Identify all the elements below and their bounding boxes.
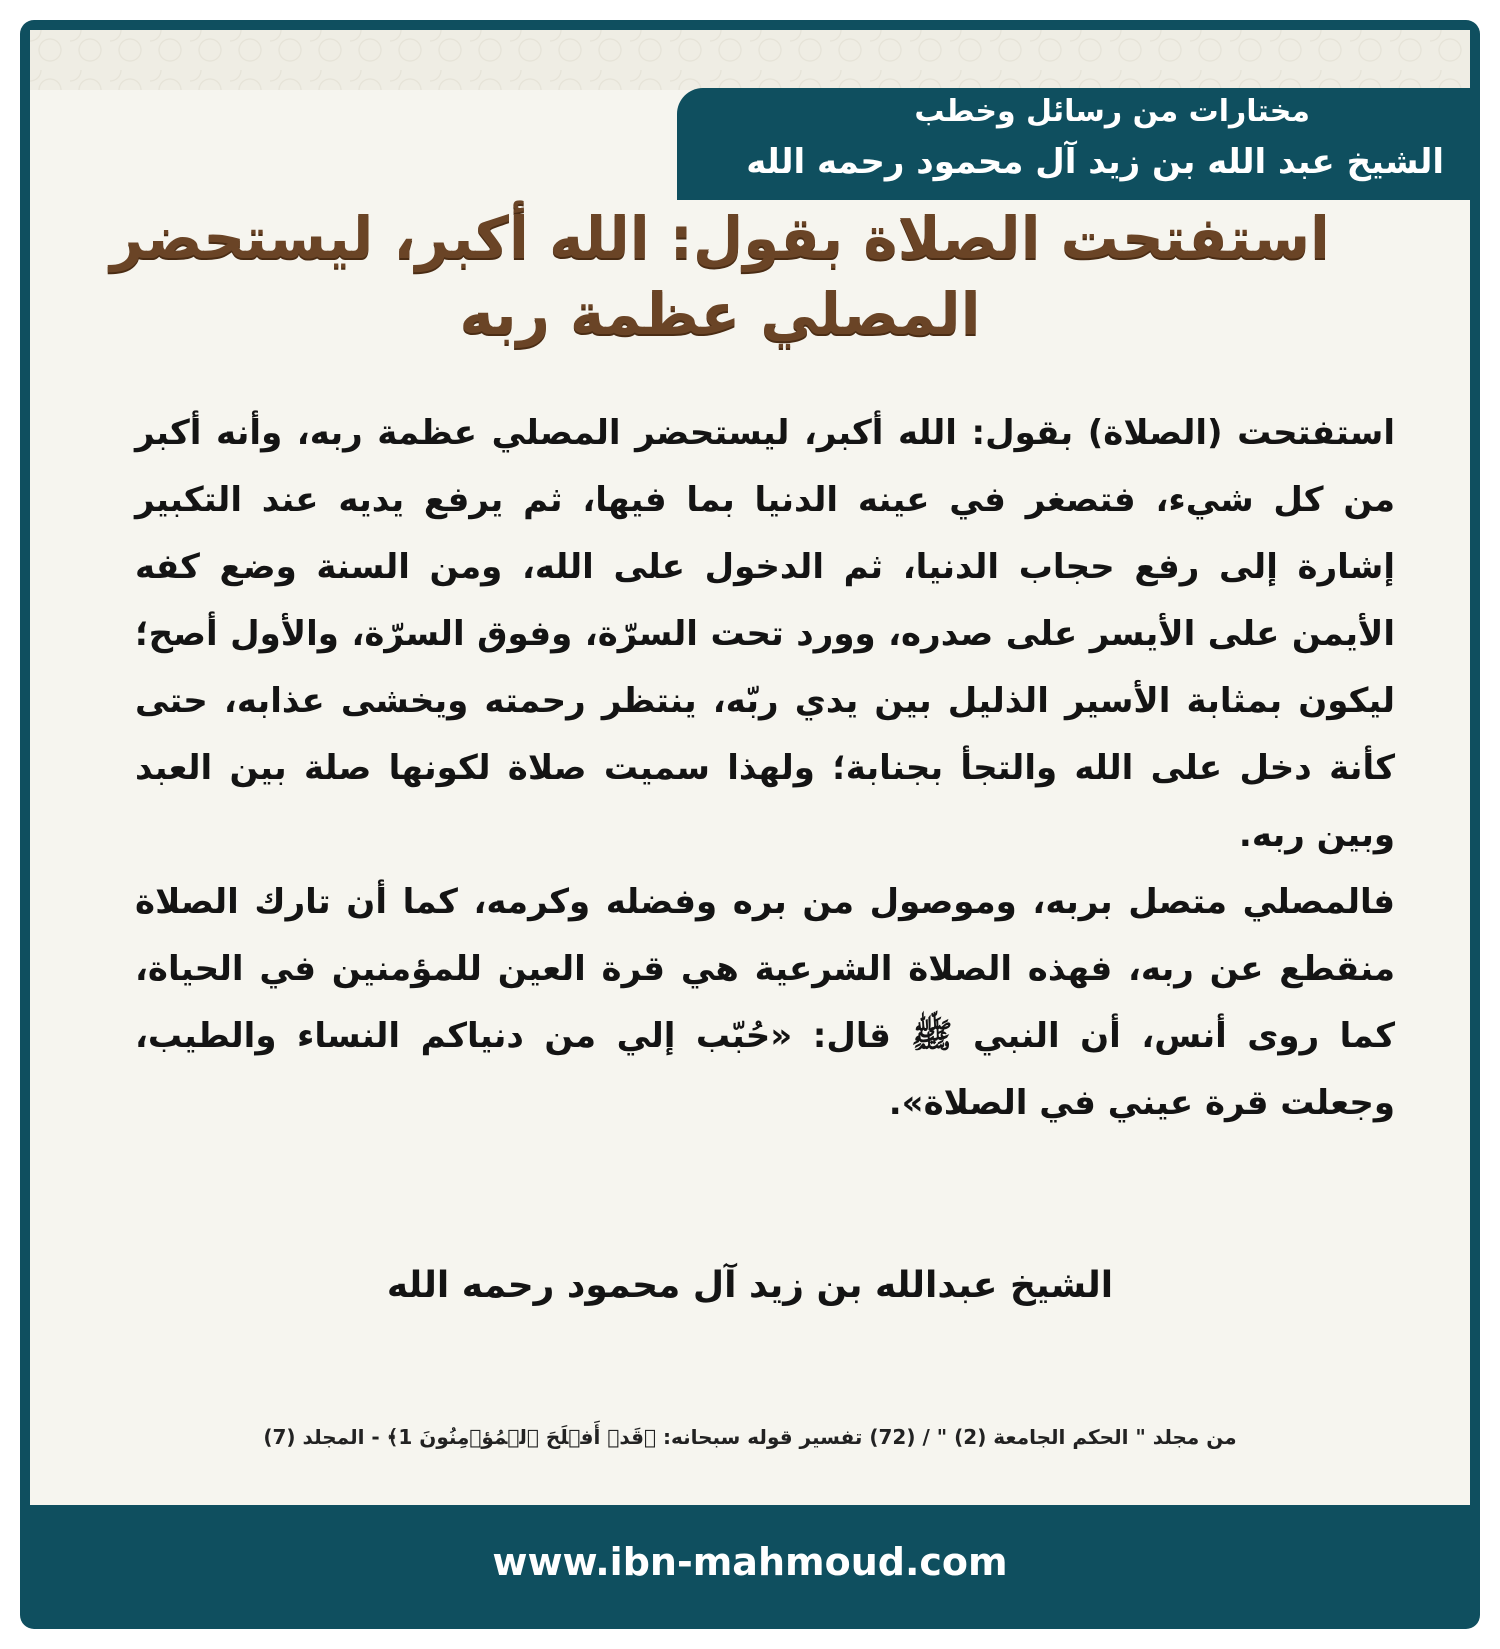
article-body — [135, 400, 1395, 1137]
website-link[interactable]: www.ibn-mahmoud.com — [492, 1540, 1008, 1584]
title-line-1: استفتحت الصلاة بقول: الله أكبر، ليستحضر — [110, 204, 1330, 272]
decorative-pattern — [30, 30, 1470, 90]
header-line-1: مختارات من رسائل وخطب — [914, 94, 1310, 129]
body-paragraph-1: استفتحت (الصلاة) بقول: الله أكبر، ليستحضر المصلي عظمة ربه، وأنه أكبر من كل شيء، فتصغر في عينه الدنيا بما فيها، ثم يرفع يديه عند التكبير إشارة إلى رفع حجاب الدنيا، ثم الدخول على الله، ومن السنة وضع كفه الأيمن على الأيسر على صدره، وورد تحت السرّة، وفوق السرّة، والأول أصح؛ ليكون بمثابة الأسير الذليل بين يدي ربّه، ينتظر رحمته ويخشى عذابه، حتى كأنة دخل على الله والتجأ بجنابة؛ ولهذا سميت صلاة لكونها صلة بين العبد وبين ربه. — [135, 413, 1395, 855]
source-reference: من مجلد " الحكم الجامعة (2) " / (72) تفسير قوله سبحانه: ﴿قَدۡ أَفۡلَحَ ٱلۡمُؤۡمِنُونَ 1﴾ - المجلد (7) — [263, 1425, 1237, 1449]
author-signature: الشيخ عبدالله بن زيد آل محمود رحمه الله — [386, 1265, 1114, 1306]
article-title — [60, 200, 1380, 352]
header-line-2: الشيخ عبد الله بن زيد آل محمود رحمه الله — [746, 142, 1444, 182]
body-paragraph-2: فالمصلي متصل بربه، وموصول من بره وفضله وكرمه، كما أن تارك الصلاة منقطع عن ربه، فهذه الصلاة الشرعية هي قرة العين للمؤمنين في الحياة، كما روى أنس، أن النبي ﷺ قال: «حُبّب إلي من دنياكم النساء والطيب، وجعلت قرة عيني في الصلاة». — [135, 882, 1395, 1123]
title-line-2: المصلي عظمة ربه — [459, 280, 981, 348]
header-ribbon — [677, 88, 1470, 200]
